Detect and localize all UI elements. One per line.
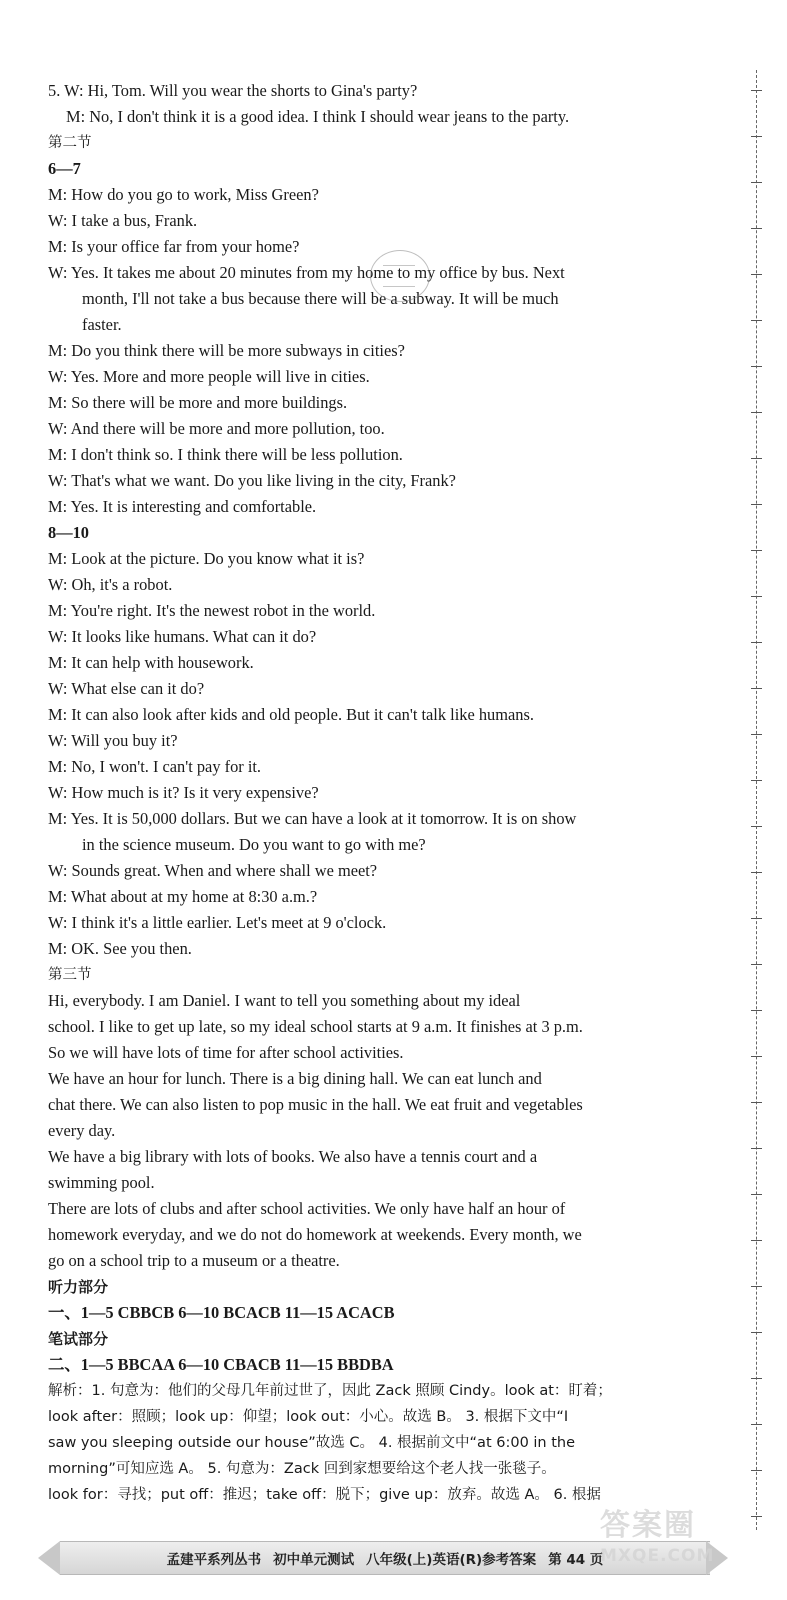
text-line: 笔试部分 — [48, 1330, 109, 1348]
text-line: faster. — [82, 315, 122, 334]
text-line: go on a school trip to a museum or a theatre. — [48, 1251, 340, 1270]
text-line: W: Sounds great. When and where shall we meet? — [48, 861, 378, 880]
text-line: M: You're right. It's the newest robot in the world. — [48, 601, 376, 620]
cut-tick — [751, 1148, 762, 1149]
text-line: There are lots of clubs and after school activities. We only have half an hour of — [48, 1199, 566, 1218]
footer-book: 初中单元测试 — [273, 1552, 355, 1568]
text-line: look after：照顾；look up：仰望；look out：小心。故选 B。 3. 根据下文中“I — [48, 1409, 569, 1425]
text-line: W: I think it's a little earlier. Let's meet at 9 o'clock. — [48, 913, 387, 932]
text-line: M: No, I won't. I can't pay for it. — [48, 757, 262, 776]
cut-tick — [751, 688, 762, 689]
text-line: 第三节 — [48, 967, 92, 983]
text-line: homework everyday, and we do not do homework at weekends. Every month, we — [48, 1225, 582, 1244]
text-line: M: Yes. It is interesting and comfortable. — [48, 497, 317, 516]
text-line: W: I take a bus, Frank. — [48, 211, 198, 230]
cut-tick — [751, 1470, 762, 1471]
cut-tick — [751, 1286, 762, 1287]
cut-tick — [751, 1102, 762, 1103]
text-line: Hi, everybody. I am Daniel. I want to tell you something about my ideal — [48, 991, 521, 1010]
cut-tick — [751, 320, 762, 321]
cut-tick — [751, 366, 762, 367]
cut-tick — [751, 458, 762, 459]
text-line: 听力部分 — [48, 1278, 109, 1296]
cut-tick — [751, 228, 762, 229]
cut-tick — [751, 1010, 762, 1011]
cut-tick — [751, 1424, 762, 1425]
text-line: M: How do you go to work, Miss Green? — [48, 185, 319, 204]
cut-tick — [751, 1056, 762, 1057]
text-line: M: Is your office far from your home? — [48, 237, 300, 256]
text-line: swimming pool. — [48, 1173, 155, 1192]
text-line: M: So there will be more and more buildings. — [48, 393, 348, 412]
text-line: W: That's what we want. Do you like living in the city, Frank? — [48, 471, 456, 490]
ink-stamp — [370, 250, 430, 302]
cut-tick — [751, 412, 762, 413]
text-line: every day. — [48, 1121, 116, 1140]
cut-tick — [751, 550, 762, 551]
text-line: chat there. We can also listen to pop music in the hall. We eat fruit and vegetables — [48, 1095, 583, 1114]
text-line: 8—10 — [48, 523, 89, 542]
watermark-logo — [600, 1500, 750, 1590]
text-line: morning”可知应选 A。 5. 句意为：Zack 回到家想要给这个老人找一张毯子。 — [48, 1461, 556, 1477]
text-line: W: How much is it? Is it very expensive? — [48, 783, 319, 802]
cut-tick — [751, 182, 762, 183]
text-line: W: What else can it do? — [48, 679, 205, 698]
cut-tick — [751, 964, 762, 965]
cut-tick — [751, 734, 762, 735]
watermark-text: 答案圈 — [600, 1508, 696, 1543]
cut-tick — [751, 1240, 762, 1241]
cut-tick — [751, 1516, 762, 1517]
text-line: We have a big library with lots of books. We also have a tennis court and a — [48, 1147, 538, 1166]
cut-tick — [751, 1378, 762, 1379]
cut-line — [756, 70, 757, 1530]
text-line: M: It can help with housework. — [48, 653, 254, 672]
text-line: 一、1—5 CBBCB 6—10 BCACB 11—15 ACACB — [48, 1303, 395, 1322]
text-line: W: Oh, it's a robot. — [48, 575, 173, 594]
text-line: M: OK. See you then. — [48, 939, 192, 958]
cut-tick — [751, 90, 762, 91]
text-line: school. I like to get up late, so my ideal school starts at 9 a.m. It finishes at 3 p.m. — [48, 1017, 583, 1036]
text-line: M: Do you think there will be more subways in cities? — [48, 341, 405, 360]
text-line: 5. W: Hi, Tom. Will you wear the shorts to Gina's party? — [48, 81, 418, 100]
text-line: 第二节 — [48, 135, 92, 151]
cut-tick — [751, 274, 762, 275]
text-line: M: I don't think so. I think there will be less pollution. — [48, 445, 403, 464]
text-line: 二、1—5 BBCAA 6—10 CBACB 11—15 BBDBA — [48, 1355, 394, 1374]
text-line: 解析：1. 句意为：他们的父母几年前过世了，因此 Zack 照顾 Cindy。look at：盯着； — [48, 1383, 612, 1399]
text-line: So we will have lots of time for after school activities. — [48, 1043, 404, 1062]
text-line: W: Yes. More and more people will live in cities. — [48, 367, 370, 386]
cut-tick — [751, 136, 762, 137]
footer-left-arrow-icon — [38, 1541, 60, 1575]
text-line: saw you sleeping outside our house”故选 C。 4. 根据前文中“at 6:00 in the — [48, 1435, 576, 1451]
text-line: look for：寻找；put off：推迟；take off：脱下；give up：放弃。故选 A。 6. 根据 — [48, 1487, 601, 1503]
cut-tick — [751, 642, 762, 643]
text-line: M: Look at the picture. Do you know what it is? — [48, 549, 365, 568]
text-line: M: No, I don't think it is a good idea. I think I should wear jeans to the party. — [66, 107, 570, 126]
text-line: 6—7 — [48, 159, 81, 178]
text-line: W: It looks like humans. What can it do? — [48, 627, 317, 646]
cut-tick — [751, 780, 762, 781]
text-line: M: It can also look after kids and old people. But it can't talk like humans. — [48, 705, 534, 724]
cut-tick — [751, 1194, 762, 1195]
footer-page-number: 第 44 页 — [548, 1552, 604, 1568]
text-line: in the science museum. Do you want to go with me? — [82, 835, 426, 854]
cut-tick — [751, 872, 762, 873]
text-line: M: Yes. It is 50,000 dollars. But we can have a look at it tomorrow. It is on show — [48, 809, 577, 828]
text-line: M: What about at my home at 8:30 a.m.? — [48, 887, 318, 906]
cut-tick — [751, 918, 762, 919]
cut-tick — [751, 826, 762, 827]
text-line: W: And there will be more and more pollution, too. — [48, 419, 385, 438]
watermark-url: MXQE.COM — [600, 1546, 715, 1566]
text-line: month, I'll not take a bus because there will be a subway. It will be much — [82, 289, 559, 308]
cut-tick — [751, 596, 762, 597]
footer-series: 孟建平系列丛书 — [166, 1552, 262, 1568]
text-line: We have an hour for lunch. There is a big dining hall. We can eat lunch and — [48, 1069, 542, 1088]
text-line: W: Yes. It takes me about 20 minutes from my home to my office by bus. Next — [48, 263, 565, 282]
text-line: W: Will you buy it? — [48, 731, 178, 750]
cut-tick — [751, 504, 762, 505]
cut-tick — [751, 1332, 762, 1333]
footer-grade: 八年级(上)英语(R)参考答案 — [366, 1552, 537, 1568]
